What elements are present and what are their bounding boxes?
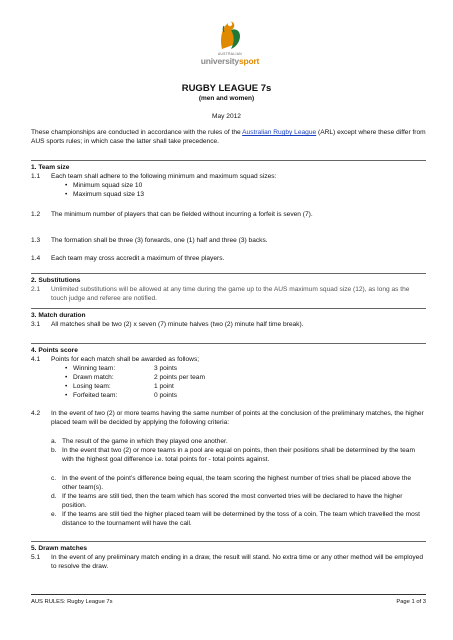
points-row: • Drawn match:: [65, 374, 114, 381]
kangaroo-emblem-icon: [200, 18, 260, 52]
intro-text-after: (ARL) except where these differ from AUS sports rules; in which case the latter shall take precedence.: [31, 129, 426, 146]
clause-number: 5.1: [31, 554, 41, 561]
document-date: May 2012: [212, 113, 241, 120]
points-value: 3 points: [154, 365, 178, 372]
criteria-text: If the teams are still tied the higher placed team will be determined by the toss of a coin. The team which travelled the most distance to the tournament will have the call.: [62, 511, 420, 528]
clause-number: 4.2: [31, 410, 41, 417]
section-2-heading: 2. Substitutions: [31, 277, 81, 284]
clause-number: 2.1: [31, 286, 41, 293]
bullet-icon: •: [65, 182, 68, 189]
list-item: • Maximum squad size 13: [65, 191, 145, 198]
section-divider: [31, 160, 426, 161]
section-3-heading: 3. Match duration: [31, 312, 86, 319]
points-value: 1 point: [154, 383, 174, 390]
logo-sport-text: sport: [238, 56, 260, 66]
points-row: • Winning team:: [65, 365, 116, 372]
section-divider: [31, 308, 426, 309]
arl-link[interactable]: Australian Rugby League: [242, 129, 317, 136]
bullet-icon: •: [65, 383, 68, 390]
list-item: • Minimum squad size 10: [65, 182, 143, 189]
criteria-text: If the teams are still tied, then the team which has scored the most converted tries will be declared to have the higher position.: [62, 493, 403, 510]
section-divider: [31, 273, 426, 274]
criteria-text: The result of the game in which they played one another.: [62, 438, 228, 445]
criteria-letter: d.: [51, 493, 57, 500]
clause-text: In the event of two (2) or more teams having the same number of points at the conclusion of the preliminary matches, the higher placed team will be decided by applying the following criteria:: [51, 410, 424, 427]
criteria-letter: e.: [51, 511, 57, 518]
criteria-text: In the event that two (2) or more teams in a pool are equal on points, then their positions shall be determined by the team with the highest goal difference i.e. total points for - total points against.: [62, 447, 415, 464]
points-value: 0 points: [154, 392, 178, 399]
australian-university-sport-logo: [200, 18, 260, 68]
clause-text: Each team shall adhere to the following minimum and maximum squad sizes:: [51, 173, 277, 180]
footer-title: AUS RULES: Rugby League 7s: [31, 599, 113, 605]
intro-paragraph: [31, 128, 426, 146]
criteria-letter: a.: [51, 438, 57, 445]
footer-divider: [31, 594, 426, 595]
section-divider: [31, 343, 426, 344]
logo-small-text: AUSTRALIAN: [217, 52, 242, 56]
points-row: • Forfeited team:: [65, 392, 118, 399]
page-number: Page 1 of 3: [396, 599, 426, 605]
bullet-icon: •: [65, 392, 68, 399]
section-divider: [31, 541, 426, 542]
clause-text: Points for each match shall be awarded as follows;: [51, 356, 200, 363]
intro-text-before: These championships are conducted in accordance with the rules of the: [31, 129, 243, 136]
section-5-heading: 5. Drawn matches: [31, 545, 88, 552]
points-value: 2 points per team: [154, 374, 205, 381]
bullet-icon: •: [65, 191, 68, 198]
logo-university-text: university: [200, 56, 239, 66]
points-row: • Losing team:: [65, 383, 111, 390]
criteria-letter: c.: [51, 475, 57, 482]
bullet-icon: •: [65, 365, 68, 372]
clause-number: 1.2: [31, 211, 41, 218]
clause-number: 3.1: [31, 321, 41, 328]
clause-text: The minimum number of players that can be fielded without incurring a forfeit is seven (7).: [51, 211, 313, 218]
clause-number: 4.1: [31, 356, 41, 363]
clause-text: All matches shall be two (2) x seven (7) minute halves (two (2) minute half time break).: [51, 321, 304, 328]
document-subtitle: (men and women): [198, 95, 255, 102]
section-4-heading: 4. Points score: [31, 347, 78, 354]
clause-number: 1.3: [31, 237, 41, 244]
criteria-letter: b.: [51, 447, 57, 454]
clause-text: Each team may cross accredit a maximum of three players.: [51, 255, 225, 262]
document-title: RUGBY LEAGUE 7s: [181, 83, 272, 94]
clause-text: The formation shall be three (3) forwards, one (1) half and three (3) backs.: [51, 237, 268, 244]
bullet-icon: •: [65, 374, 68, 381]
clause-number: 1.4: [31, 255, 41, 262]
clause-number: 1.1: [31, 173, 41, 180]
criteria-text: In the event of the point’s difference being equal, the team scoring the highest number of tries shall be placed above the other team(s).: [62, 475, 412, 492]
logo-wordmark: [200, 56, 260, 66]
clause-text: In the event of any preliminary match ending in a draw, the result will stand. No extra time or any other method will be employed to resolve the draw.: [51, 554, 424, 571]
clause-text: Unlimited substitutions will be allowed at any time during the game up to the AUS maximum squad size (12), as long as the touch judge and referee are notified.: [51, 286, 410, 303]
section-1-heading: 1. Team size: [31, 164, 70, 171]
